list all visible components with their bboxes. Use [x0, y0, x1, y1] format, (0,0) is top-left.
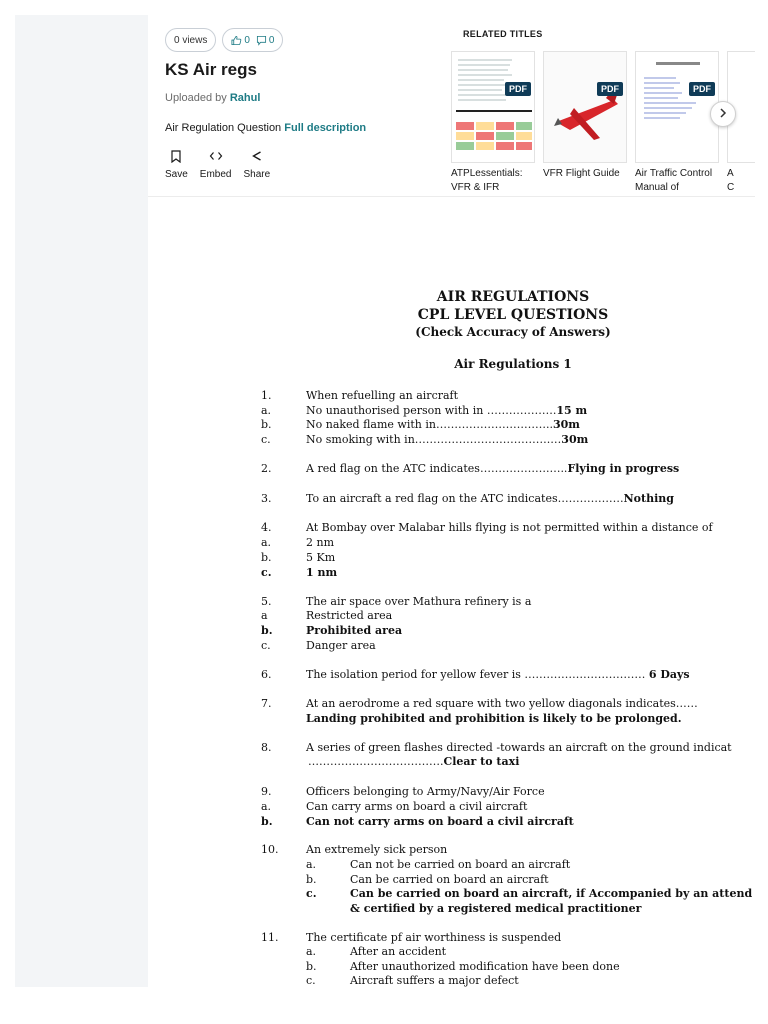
question-number: 7. [261, 697, 272, 710]
question-text [306, 462, 679, 475]
option-key: a. [306, 945, 317, 958]
doc-section-heading: Air Regulations 1 [454, 357, 572, 371]
option-text-body: No smoking with in……………………………….… [306, 433, 562, 446]
author-link[interactable]: Rahul [229, 92, 261, 104]
option-answer: 15 m [556, 404, 588, 417]
comments-count: 0 [268, 34, 275, 46]
question-text: Officers belonging to Army/Navy/Air Force [306, 785, 545, 798]
option-key: b. [261, 624, 273, 637]
question-text-cont [308, 755, 519, 768]
uploader-line [165, 92, 260, 104]
feedback-pill[interactable] [222, 28, 283, 52]
option-text: 5 Km [306, 551, 336, 564]
description-text: Air Regulation Question [165, 122, 282, 134]
question-number: 5. [261, 595, 272, 608]
question-number: 1. [261, 389, 272, 402]
question-number: 9. [261, 785, 272, 798]
option-key: a. [261, 800, 272, 813]
related-thumbnail [451, 51, 535, 163]
option-text: Aircraft suffers a major defect [350, 974, 519, 987]
option-text: Restricted area [306, 609, 393, 622]
option-answer: 30m [552, 418, 580, 431]
question-text: At an aerodrome a red square with two yellow diagonals indicates…… [306, 697, 698, 710]
document-page [148, 197, 755, 987]
question-number: 6. [261, 668, 272, 681]
option-key: c. [261, 566, 272, 579]
option-key: a. [306, 858, 317, 871]
related-card-title-line2: VFR & IFR [451, 182, 500, 193]
related-card-label [451, 167, 535, 195]
save-button[interactable] [165, 149, 188, 180]
question-text-body: A red flag on the ATC indicates……………….….. [306, 462, 568, 475]
share-label: Share [243, 169, 271, 180]
chevron-right-icon [719, 105, 727, 123]
bookmark-icon [171, 149, 181, 163]
option-key: a [261, 609, 268, 622]
left-sidebar [15, 15, 148, 987]
question-text-body: The isolation period for yellow fever is …………………………… [306, 668, 646, 681]
option-text: Can be carried on board an aircraft [350, 873, 549, 886]
thumbs-up-icon [231, 35, 242, 46]
option-key: c. [306, 974, 316, 987]
question-text: When refuelling an aircraft [306, 389, 459, 402]
document-header [148, 15, 755, 197]
uploaded-by-label: Uploaded by [165, 92, 227, 104]
option-text: Can carry arms on board a civil aircraft [306, 800, 528, 813]
option-text [306, 418, 580, 431]
like-button[interactable] [231, 35, 250, 46]
option-key: b. [306, 873, 317, 886]
action-bar [165, 149, 270, 180]
related-card-title-line1: VFR Flight Guide [543, 168, 620, 179]
option-text: Danger area [306, 639, 376, 652]
option-text-cont: & certified by a registered medical practitioner [350, 902, 642, 915]
option-answer: 30m [561, 433, 589, 446]
question-text: A series of green flashes directed -towards an aircraft on the ground indicat [306, 741, 732, 754]
option-text: Prohibited area [306, 624, 403, 637]
related-card-label [727, 167, 755, 195]
option-key: c. [261, 639, 271, 652]
related-titles-heading: RELATED TITLES [463, 29, 543, 39]
related-card-title-line2: Manual of [635, 182, 679, 193]
option-key: b. [306, 960, 317, 973]
option-key: c. [306, 887, 317, 900]
question-text [306, 492, 674, 505]
related-card-atpl[interactable] [451, 51, 535, 195]
doc-subtitle: (Check Accuracy of Answers) [415, 325, 611, 339]
related-card-vfr[interactable] [543, 51, 627, 181]
option-text [306, 433, 588, 446]
doc-title-2: CPL LEVEL QUESTIONS [417, 307, 609, 323]
related-card-title-line2: C [727, 182, 735, 193]
question-answer: Flying in progress [567, 462, 680, 475]
question-text: At Bombay over Malabar hills flying is not permitted within a distance of [306, 521, 713, 534]
related-card-title-line1: Air Traffic Control [635, 168, 713, 179]
related-card-atc[interactable] [635, 51, 719, 195]
question-number: 3. [261, 492, 272, 505]
option-text-body: No unauthorised person with in ………………. [306, 404, 557, 417]
page-title: KS Air regs [165, 60, 257, 79]
question-text: An extremely sick person [306, 843, 448, 856]
related-card-label [635, 167, 719, 195]
question-answer: Nothing [623, 492, 674, 505]
option-key: c. [261, 433, 271, 446]
description-line [165, 122, 366, 134]
option-text: 1 nm [306, 566, 338, 579]
embed-label: Embed [199, 169, 232, 180]
related-card-title-line1: A [727, 168, 734, 179]
question-number: 4. [261, 521, 272, 534]
related-thumbnail [635, 51, 719, 163]
stats-bar [165, 28, 283, 52]
related-card-title-line1: ATPLessentials: [451, 168, 523, 179]
pdf-badge: PDF [505, 82, 531, 96]
related-card-label [543, 167, 627, 181]
option-text-body: No naked flame with in………………………….. [306, 418, 553, 431]
pdf-badge: PDF [689, 82, 715, 96]
doc-title-1: AIR REGULATIONS [436, 289, 590, 305]
option-key: b. [261, 815, 273, 828]
views-pill [165, 28, 216, 52]
option-key: a. [261, 404, 272, 417]
related-thumbnail [543, 51, 627, 163]
carousel-next-button[interactable] [710, 101, 736, 127]
question-number: 8. [261, 741, 272, 754]
full-description-link[interactable]: Full description [284, 122, 367, 134]
question-text [306, 668, 690, 681]
option-key: b. [261, 551, 272, 564]
question-text-body: ………………………………. [308, 755, 444, 768]
code-icon [209, 149, 223, 163]
option-text [306, 404, 587, 417]
share-icon [251, 149, 263, 163]
question-number: 10. [261, 843, 279, 856]
option-key: b. [261, 418, 272, 431]
question-answer: Clear to taxi [443, 755, 520, 768]
option-text: 2 nm [306, 536, 335, 549]
related-titles [448, 27, 755, 197]
embed-button[interactable] [200, 149, 232, 180]
option-text: After unauthorized modification have been done [350, 960, 620, 973]
views-count: 0 views [174, 34, 208, 46]
save-label: Save [165, 169, 188, 180]
question-number: 11. [261, 931, 279, 944]
pdf-badge: PDF [597, 82, 623, 96]
likes-count: 0 [244, 34, 250, 46]
question-text: The air space over Mathura refinery is a [306, 595, 532, 608]
question-text-body: To an aircraft a red flag on the ATC indicates……………… [306, 492, 624, 505]
option-text: Can be carried on board an aircraft, if Accompanied by an attend [350, 887, 753, 900]
option-text: Can not be carried on board an aircraft [350, 858, 571, 871]
share-button[interactable] [243, 149, 270, 180]
question-answer: Landing prohibited and prohibition is likely to be prolonged. [306, 712, 682, 725]
option-key: a. [261, 536, 272, 549]
question-answer: 6 Days [648, 668, 690, 681]
option-text: Can not carry arms on board a civil aircraft [306, 815, 574, 828]
question-number: 2. [261, 462, 272, 475]
comment-icon [256, 35, 267, 46]
option-text: After an accident [350, 945, 447, 958]
comment-button[interactable] [256, 35, 275, 46]
question-text: The certificate pf air worthiness is suspended [306, 931, 562, 944]
